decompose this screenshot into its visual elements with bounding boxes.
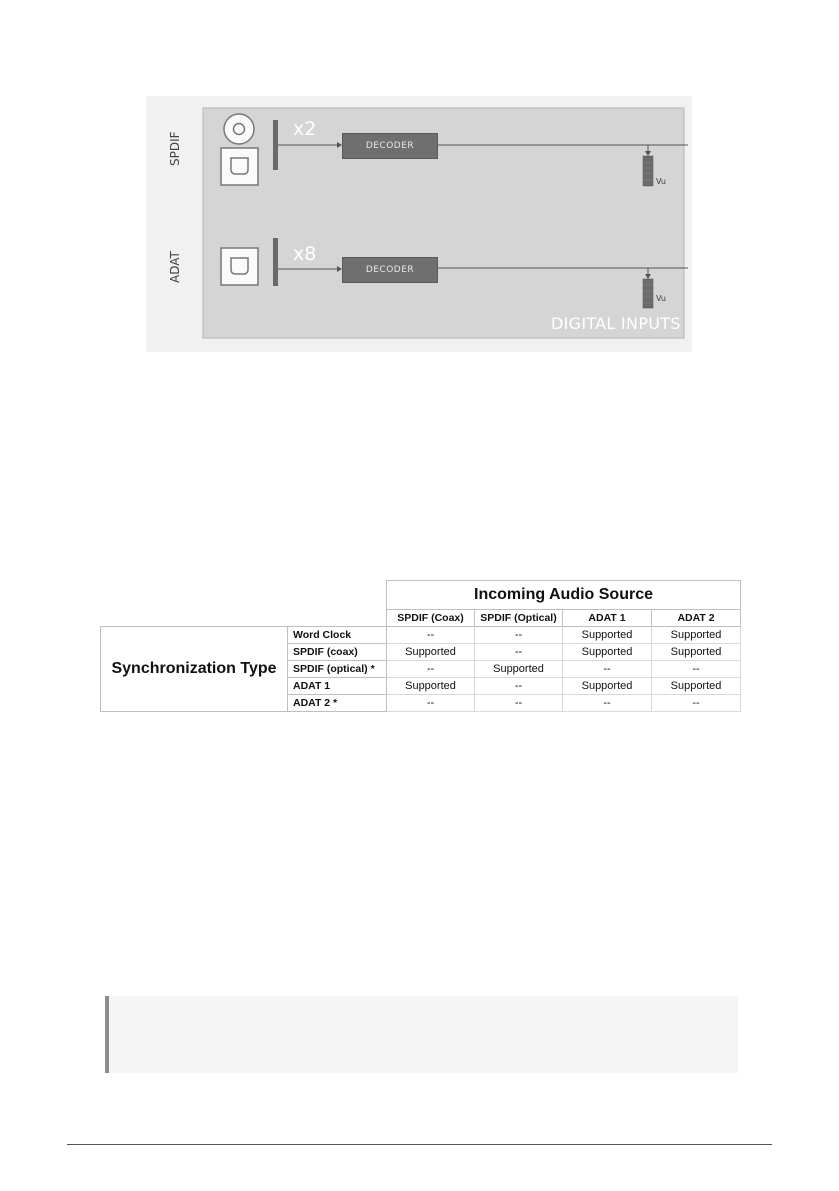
table-cell: -- [475, 695, 563, 712]
column-header: ADAT 2 [652, 610, 741, 627]
table-cell: -- [475, 678, 563, 695]
table-cell: Supported [563, 678, 652, 695]
column-header: SPDIF (Optical) [475, 610, 563, 627]
table-cell: -- [387, 627, 475, 644]
spdif-decoder-box: DECODER [342, 133, 438, 159]
table-cell: Supported [652, 644, 741, 661]
column-header: ADAT 1 [563, 610, 652, 627]
row-header: SPDIF (coax) [288, 644, 387, 661]
optical-connector-icon [221, 148, 258, 185]
table-cell: -- [387, 661, 475, 678]
spdif-vu-meter-icon [643, 156, 653, 186]
spdif-multiplier: x2 [293, 118, 317, 140]
column-header: SPDIF (Coax) [387, 610, 475, 627]
row-group-label: Synchronization Type [101, 627, 288, 712]
adat-vu-meter-icon [643, 279, 653, 308]
table-cell: Supported [475, 661, 563, 678]
panel-title: DIGITAL INPUTS [551, 314, 681, 333]
table-cell: -- [563, 695, 652, 712]
table-cell: -- [475, 627, 563, 644]
row-header: ADAT 1 [288, 678, 387, 695]
table-cell: Supported [387, 678, 475, 695]
coax-connector-icon [224, 114, 254, 144]
adat-multiplier: x8 [293, 243, 317, 265]
table-title: Incoming Audio Source [387, 581, 741, 610]
footer-rule [67, 1144, 772, 1145]
table-cell: Supported [652, 678, 741, 695]
table-corner [101, 581, 387, 627]
digital-inputs-diagram [0, 0, 839, 360]
note-box [105, 996, 738, 1073]
adat-side-label: ADAT [168, 251, 182, 283]
table-cell: Supported [563, 627, 652, 644]
row-header: Word Clock [288, 627, 387, 644]
table-cell: -- [652, 661, 741, 678]
synchronization-table [100, 580, 741, 712]
table-cell: -- [475, 644, 563, 661]
adat-decoder-box: DECODER [342, 257, 438, 283]
table-cell: Supported [387, 644, 475, 661]
diagram-graphics [0, 0, 839, 360]
spdif-bus-bar [273, 120, 278, 170]
table-cell: -- [387, 695, 475, 712]
table-cell: Supported [652, 627, 741, 644]
row-header: ADAT 2 * [288, 695, 387, 712]
row-header: SPDIF (optical) * [288, 661, 387, 678]
table-cell: -- [652, 695, 741, 712]
adat-vu-label: Vu [656, 294, 666, 303]
spdif-side-label: SPDIF [168, 131, 182, 166]
table-cell: Supported [563, 644, 652, 661]
table-cell: -- [563, 661, 652, 678]
adat-bus-bar [273, 238, 278, 286]
spdif-vu-label: Vu [656, 177, 666, 186]
adat-optical-connector-icon [221, 248, 258, 285]
table-row [101, 627, 741, 644]
